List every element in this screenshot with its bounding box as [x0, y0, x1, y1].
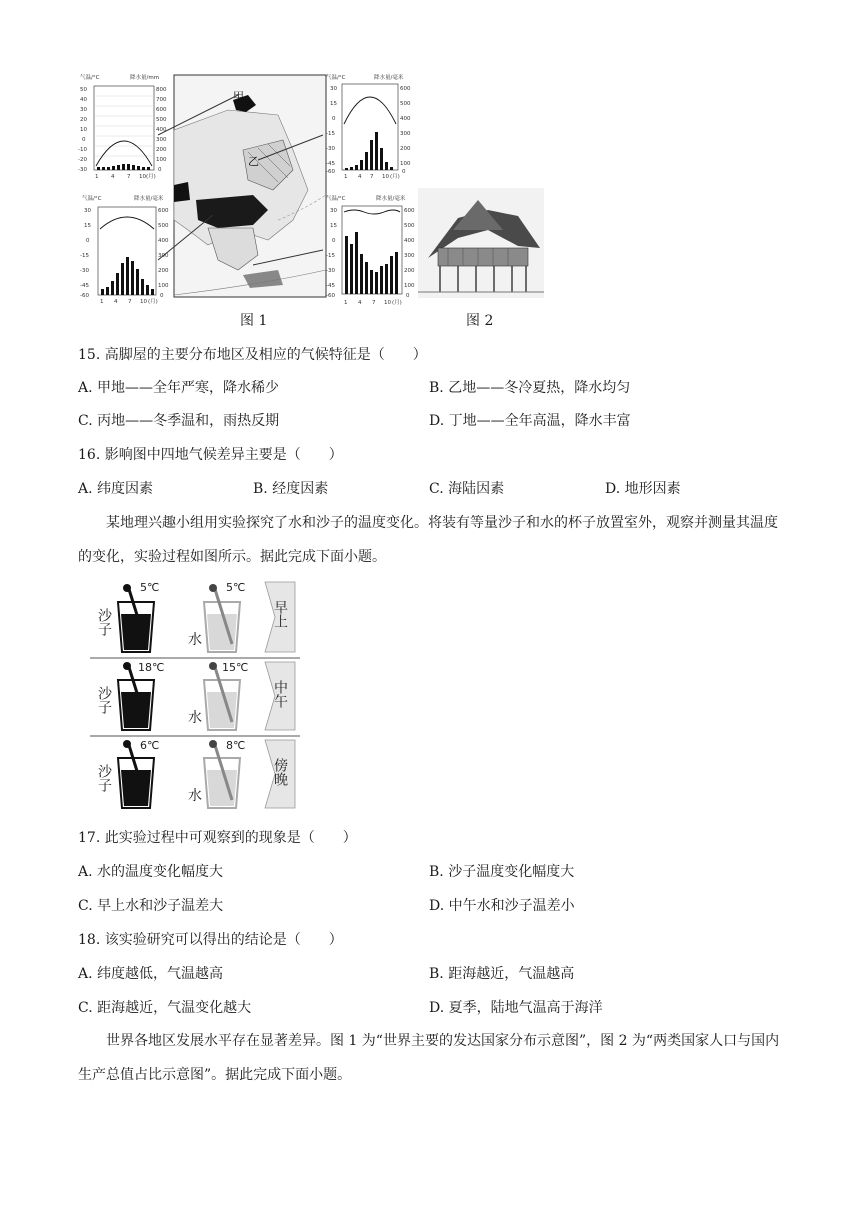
q16-option-d[interactable]: D. 地形因素 [605, 481, 681, 497]
svg-text:-60: -60 [326, 293, 335, 299]
svg-text:50: 50 [80, 87, 87, 93]
chart1-left-ticks [78, 87, 87, 173]
map-asia [158, 75, 326, 297]
svg-text:4: 4 [111, 174, 115, 180]
row3-sand-label: 沙子 [96, 764, 112, 792]
q15-option-c[interactable]: C. 丙地——冬季温和，雨热反期 [78, 413, 280, 429]
intro-development: 世界各地区发展水平存在显著差异。图 1 为“世界主要的发达国家分布示意图”，图 2 为“两类国家人口与国内生产总值占比示意图”。据此完成下面小题。 [78, 1033, 780, 1083]
svg-text:-60: -60 [326, 169, 335, 175]
svg-text:10: 10 [80, 127, 87, 133]
row1-water-temp: 5℃ [226, 581, 246, 594]
svg-text:10(月): 10(月) [139, 174, 156, 180]
svg-text:-15: -15 [80, 253, 89, 259]
svg-text:30: 30 [84, 208, 91, 214]
svg-text:200: 200 [404, 268, 415, 274]
row1-water-label: 水 [188, 632, 202, 648]
q16-option-c[interactable]: C. 海陆因素 [429, 481, 505, 497]
chart1-right-axis: 降水量/mm [130, 75, 160, 81]
figure-2-caption: 图 2 [466, 313, 494, 329]
stilt-house-photo [418, 188, 544, 298]
svg-text:100: 100 [400, 161, 411, 167]
svg-text:0: 0 [82, 137, 86, 143]
svg-text:0: 0 [332, 238, 336, 244]
svg-text:400: 400 [156, 127, 167, 133]
q16-option-b[interactable]: B. 经度因素 [253, 481, 329, 497]
q15-option-d[interactable]: D. 丁地——全年高温，降水丰富 [429, 413, 631, 429]
svg-text:15: 15 [330, 101, 337, 107]
svg-text:600: 600 [404, 208, 415, 214]
svg-text:500: 500 [404, 223, 415, 229]
q18-option-d[interactable]: D. 夏季，陆地气温高于海洋 [429, 1000, 603, 1016]
svg-text:200: 200 [156, 147, 167, 153]
svg-text:300: 300 [158, 253, 169, 259]
svg-text:30: 30 [80, 107, 87, 113]
svg-text:0: 0 [86, 238, 90, 244]
figure-1-caption: 图 1 [240, 313, 268, 329]
svg-text:降水量/毫米: 降水量/毫米 [134, 196, 164, 202]
svg-text:-30: -30 [78, 167, 87, 173]
svg-text:200: 200 [158, 268, 169, 274]
svg-text:0: 0 [332, 116, 336, 122]
svg-text:10: 10 [382, 174, 389, 180]
svg-text:300: 300 [404, 253, 415, 259]
row2-water-temp: 15℃ [222, 661, 249, 674]
svg-text:1: 1 [344, 174, 348, 180]
svg-text:100: 100 [158, 283, 169, 289]
svg-text:4: 4 [358, 300, 362, 306]
row1-time: 早上 [272, 600, 288, 628]
climate-chart-jia [78, 73, 167, 180]
q15-option-a[interactable]: A. 甲地——全年严寒，降水稀少 [78, 380, 280, 396]
svg-text:600: 600 [400, 86, 411, 92]
svg-text:(月): (月) [390, 174, 400, 180]
svg-text:-45: -45 [80, 283, 89, 289]
q17-option-d[interactable]: D. 中午水和沙子温差小 [429, 898, 575, 914]
climate-chart-bing [80, 194, 169, 305]
q18-option-c[interactable]: C. 距海越近，气温变化越大 [78, 1000, 252, 1016]
svg-text:(月): (月) [148, 299, 158, 305]
svg-text:1: 1 [344, 300, 348, 306]
svg-text:-15: -15 [326, 253, 335, 259]
svg-text:40: 40 [80, 97, 87, 103]
row3-water-label: 水 [188, 788, 202, 804]
svg-text:400: 400 [400, 116, 411, 122]
svg-text:15: 15 [84, 223, 91, 229]
climate-chart-ding [326, 194, 415, 306]
q18-option-a[interactable]: A. 纬度越低，气温越高 [78, 966, 224, 982]
svg-text:100: 100 [156, 157, 167, 163]
map-label-yi: 乙 [248, 155, 259, 168]
svg-text:降水量/毫米: 降水量/毫米 [374, 75, 404, 81]
row2-sand-temp: 18℃ [138, 661, 165, 674]
svg-text:0: 0 [158, 167, 162, 173]
svg-text:700: 700 [156, 97, 167, 103]
svg-text:7: 7 [128, 299, 132, 305]
svg-text:300: 300 [400, 131, 411, 137]
svg-text:10: 10 [384, 300, 391, 306]
svg-text:7: 7 [370, 174, 374, 180]
svg-text:400: 400 [158, 238, 169, 244]
q15-stem: 15. 高脚屋的主要分布地区及相应的气候特征是（ ） [78, 347, 427, 363]
row3-sand-temp: 6℃ [140, 739, 160, 752]
svg-text:(月): (月) [392, 300, 402, 306]
chart1-right-ticks [156, 87, 167, 173]
svg-text:500: 500 [400, 101, 411, 107]
svg-text:-10: -10 [78, 147, 87, 153]
svg-text:0: 0 [402, 169, 406, 175]
svg-text:-30: -30 [326, 268, 335, 274]
map-label-jia: 甲 [233, 90, 244, 103]
q17-option-b[interactable]: B. 沙子温度变化幅度大 [429, 864, 575, 880]
svg-text:4: 4 [358, 174, 362, 180]
svg-text:30: 30 [330, 208, 337, 214]
svg-text:600: 600 [158, 208, 169, 214]
svg-text:15: 15 [330, 223, 337, 229]
svg-text:600: 600 [156, 107, 167, 113]
svg-text:20: 20 [80, 117, 87, 123]
svg-text:-30: -30 [80, 268, 89, 274]
svg-text:气温/°C: 气温/°C [326, 75, 346, 81]
q16-stem: 16. 影响图中四地气候差异主要是（ ） [78, 447, 343, 463]
q17-option-c[interactable]: C. 早上水和沙子温差大 [78, 898, 224, 914]
row1-sand-temp: 5℃ [140, 581, 160, 594]
row2-time: 中午 [272, 680, 288, 708]
svg-text:800: 800 [156, 87, 167, 93]
intro-experiment: 某地理兴趣小组用实验探究了水和沙子的温度变化。将装有等量沙子和水的杯子放置室外，观察并测量其温度的变化，实验过程如图所示。据此完成下面小题。 [78, 515, 778, 565]
svg-text:10: 10 [140, 299, 147, 305]
q15-option-b[interactable]: B. 乙地——冬冷夏热，降水均匀 [429, 380, 631, 396]
svg-text:500: 500 [158, 223, 169, 229]
chart1-left-axis: 气温/°C [80, 75, 100, 81]
svg-text:200: 200 [400, 146, 411, 152]
svg-text:-60: -60 [80, 293, 89, 299]
q18-stem: 18. 该实验研究可以得出的结论是（ ） [78, 932, 343, 948]
climate-chart-yi [326, 73, 411, 180]
q18-option-b[interactable]: B. 距海越近，气温越高 [429, 966, 575, 982]
svg-text:1: 1 [100, 299, 104, 305]
svg-text:7: 7 [372, 300, 376, 306]
svg-text:-15: -15 [326, 131, 335, 137]
figure-1 [78, 70, 548, 329]
row2-water-label: 水 [188, 710, 202, 726]
svg-text:气温/°C: 气温/°C [326, 196, 346, 202]
svg-text:-45: -45 [326, 283, 335, 289]
svg-text:30: 30 [330, 86, 337, 92]
svg-text:0: 0 [406, 293, 410, 299]
row3-water-temp: 8℃ [226, 739, 246, 752]
svg-text:300: 300 [156, 137, 167, 143]
svg-text:气温/°C: 气温/°C [82, 196, 102, 202]
svg-text:100: 100 [404, 283, 415, 289]
experiment-figure [90, 578, 300, 814]
svg-text:500: 500 [156, 117, 167, 123]
svg-text:400: 400 [404, 238, 415, 244]
svg-text:-20: -20 [78, 157, 87, 163]
row3-time: 傍晚 [272, 758, 288, 786]
svg-text:7: 7 [127, 174, 131, 180]
svg-text:1: 1 [95, 174, 99, 180]
svg-text:降水量/毫米: 降水量/毫米 [376, 196, 406, 202]
svg-text:4: 4 [114, 299, 118, 305]
svg-text:-45: -45 [326, 161, 335, 167]
row2-sand-label: 沙子 [96, 686, 112, 714]
row1-sand-label: 沙子 [96, 608, 112, 636]
svg-text:0: 0 [160, 293, 164, 299]
svg-text:-30: -30 [326, 146, 335, 152]
q17-option-a[interactable]: A. 水的温度变化幅度大 [78, 864, 224, 880]
q17-stem: 17. 此实验过程中可观察到的现象是（ ） [78, 830, 357, 846]
q16-option-a[interactable]: A. 纬度因素 [78, 481, 154, 497]
